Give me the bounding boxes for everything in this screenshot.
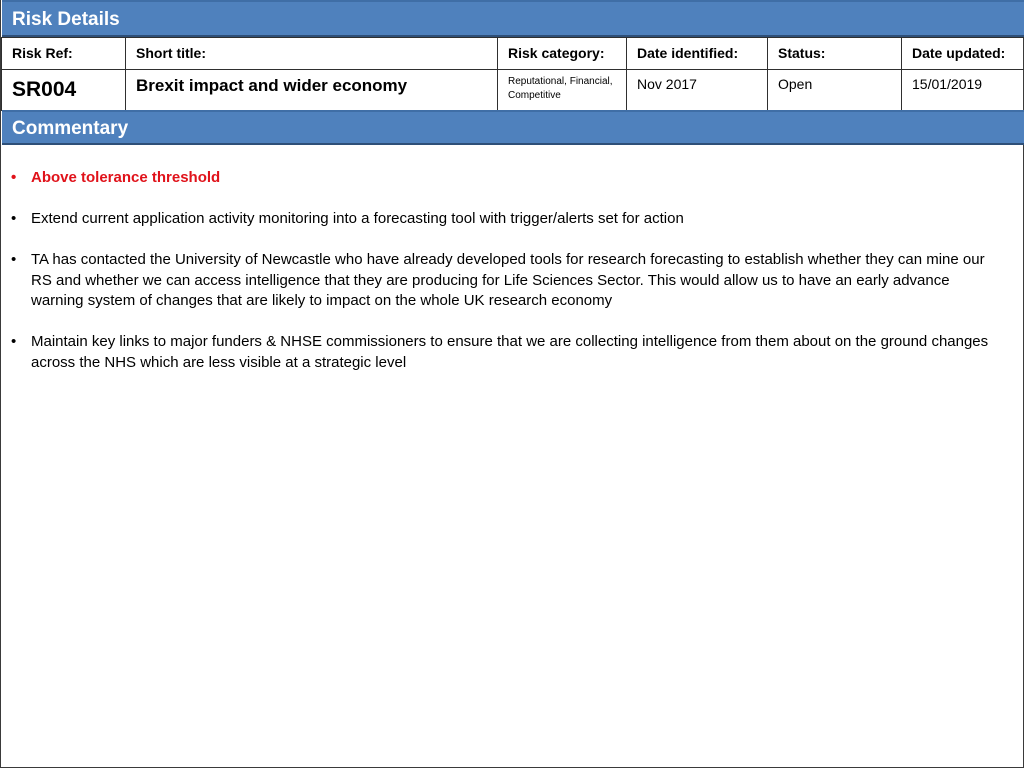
date-updated-label: Date updated: bbox=[902, 38, 1024, 70]
commentary-item-text: Maintain key links to major funders & NHSE commissioners to ensure that we are collecting intelligence from them about on the ground changes across the NHS which are less visible at a strategic level bbox=[31, 333, 989, 371]
risk-category-value: Reputational, Financial, Competitive bbox=[498, 70, 627, 111]
date-updated-value: 15/01/2019 bbox=[902, 70, 1024, 111]
short-title-label: Short title: bbox=[126, 38, 498, 70]
commentary-item-text: TA has contacted the University of Newcastle who have already developed tools for research forecasting to establish whether they can mine our RS and whether we can access intelligence that they are producing for Life Sciences Sector. This would allow us to have an early advance warning system of changes that are likely to impact on the whole UK research economy bbox=[31, 251, 985, 309]
date-identified-label: Date identified: bbox=[627, 38, 768, 70]
risk-ref-label: Risk Ref: bbox=[2, 38, 126, 70]
commentary-item-tolerance bbox=[11, 168, 1003, 189]
commentary-body bbox=[1, 147, 1023, 394]
risk-details-table bbox=[1, 37, 1024, 111]
risk-details-header: Risk Details bbox=[2, 0, 1024, 37]
bullet-icon: • bbox=[11, 251, 17, 268]
commentary-item-text: Above tolerance threshold bbox=[31, 169, 221, 186]
details-label-row bbox=[2, 38, 1024, 70]
short-title-value: Brexit impact and wider economy bbox=[126, 70, 498, 111]
bullet-icon: • bbox=[11, 210, 17, 227]
details-value-row bbox=[2, 70, 1024, 111]
bullet-icon: • bbox=[11, 169, 17, 186]
date-identified-value: Nov 2017 bbox=[627, 70, 768, 111]
risk-ref-value: SR004 bbox=[2, 70, 126, 111]
status-label: Status: bbox=[768, 38, 902, 70]
commentary-item-text: Extend current application activity monitoring into a forecasting tool with trigger/alerts set for action bbox=[31, 210, 684, 227]
commentary-item-funders bbox=[11, 332, 1003, 373]
bullet-icon: • bbox=[11, 333, 17, 350]
status-value: Open bbox=[768, 70, 902, 111]
commentary-header: Commentary bbox=[2, 110, 1024, 145]
commentary-item-newcastle bbox=[11, 250, 1003, 312]
commentary-list bbox=[11, 168, 1003, 373]
risk-category-label: Risk category: bbox=[498, 38, 627, 70]
commentary-item-monitoring bbox=[11, 209, 1003, 230]
